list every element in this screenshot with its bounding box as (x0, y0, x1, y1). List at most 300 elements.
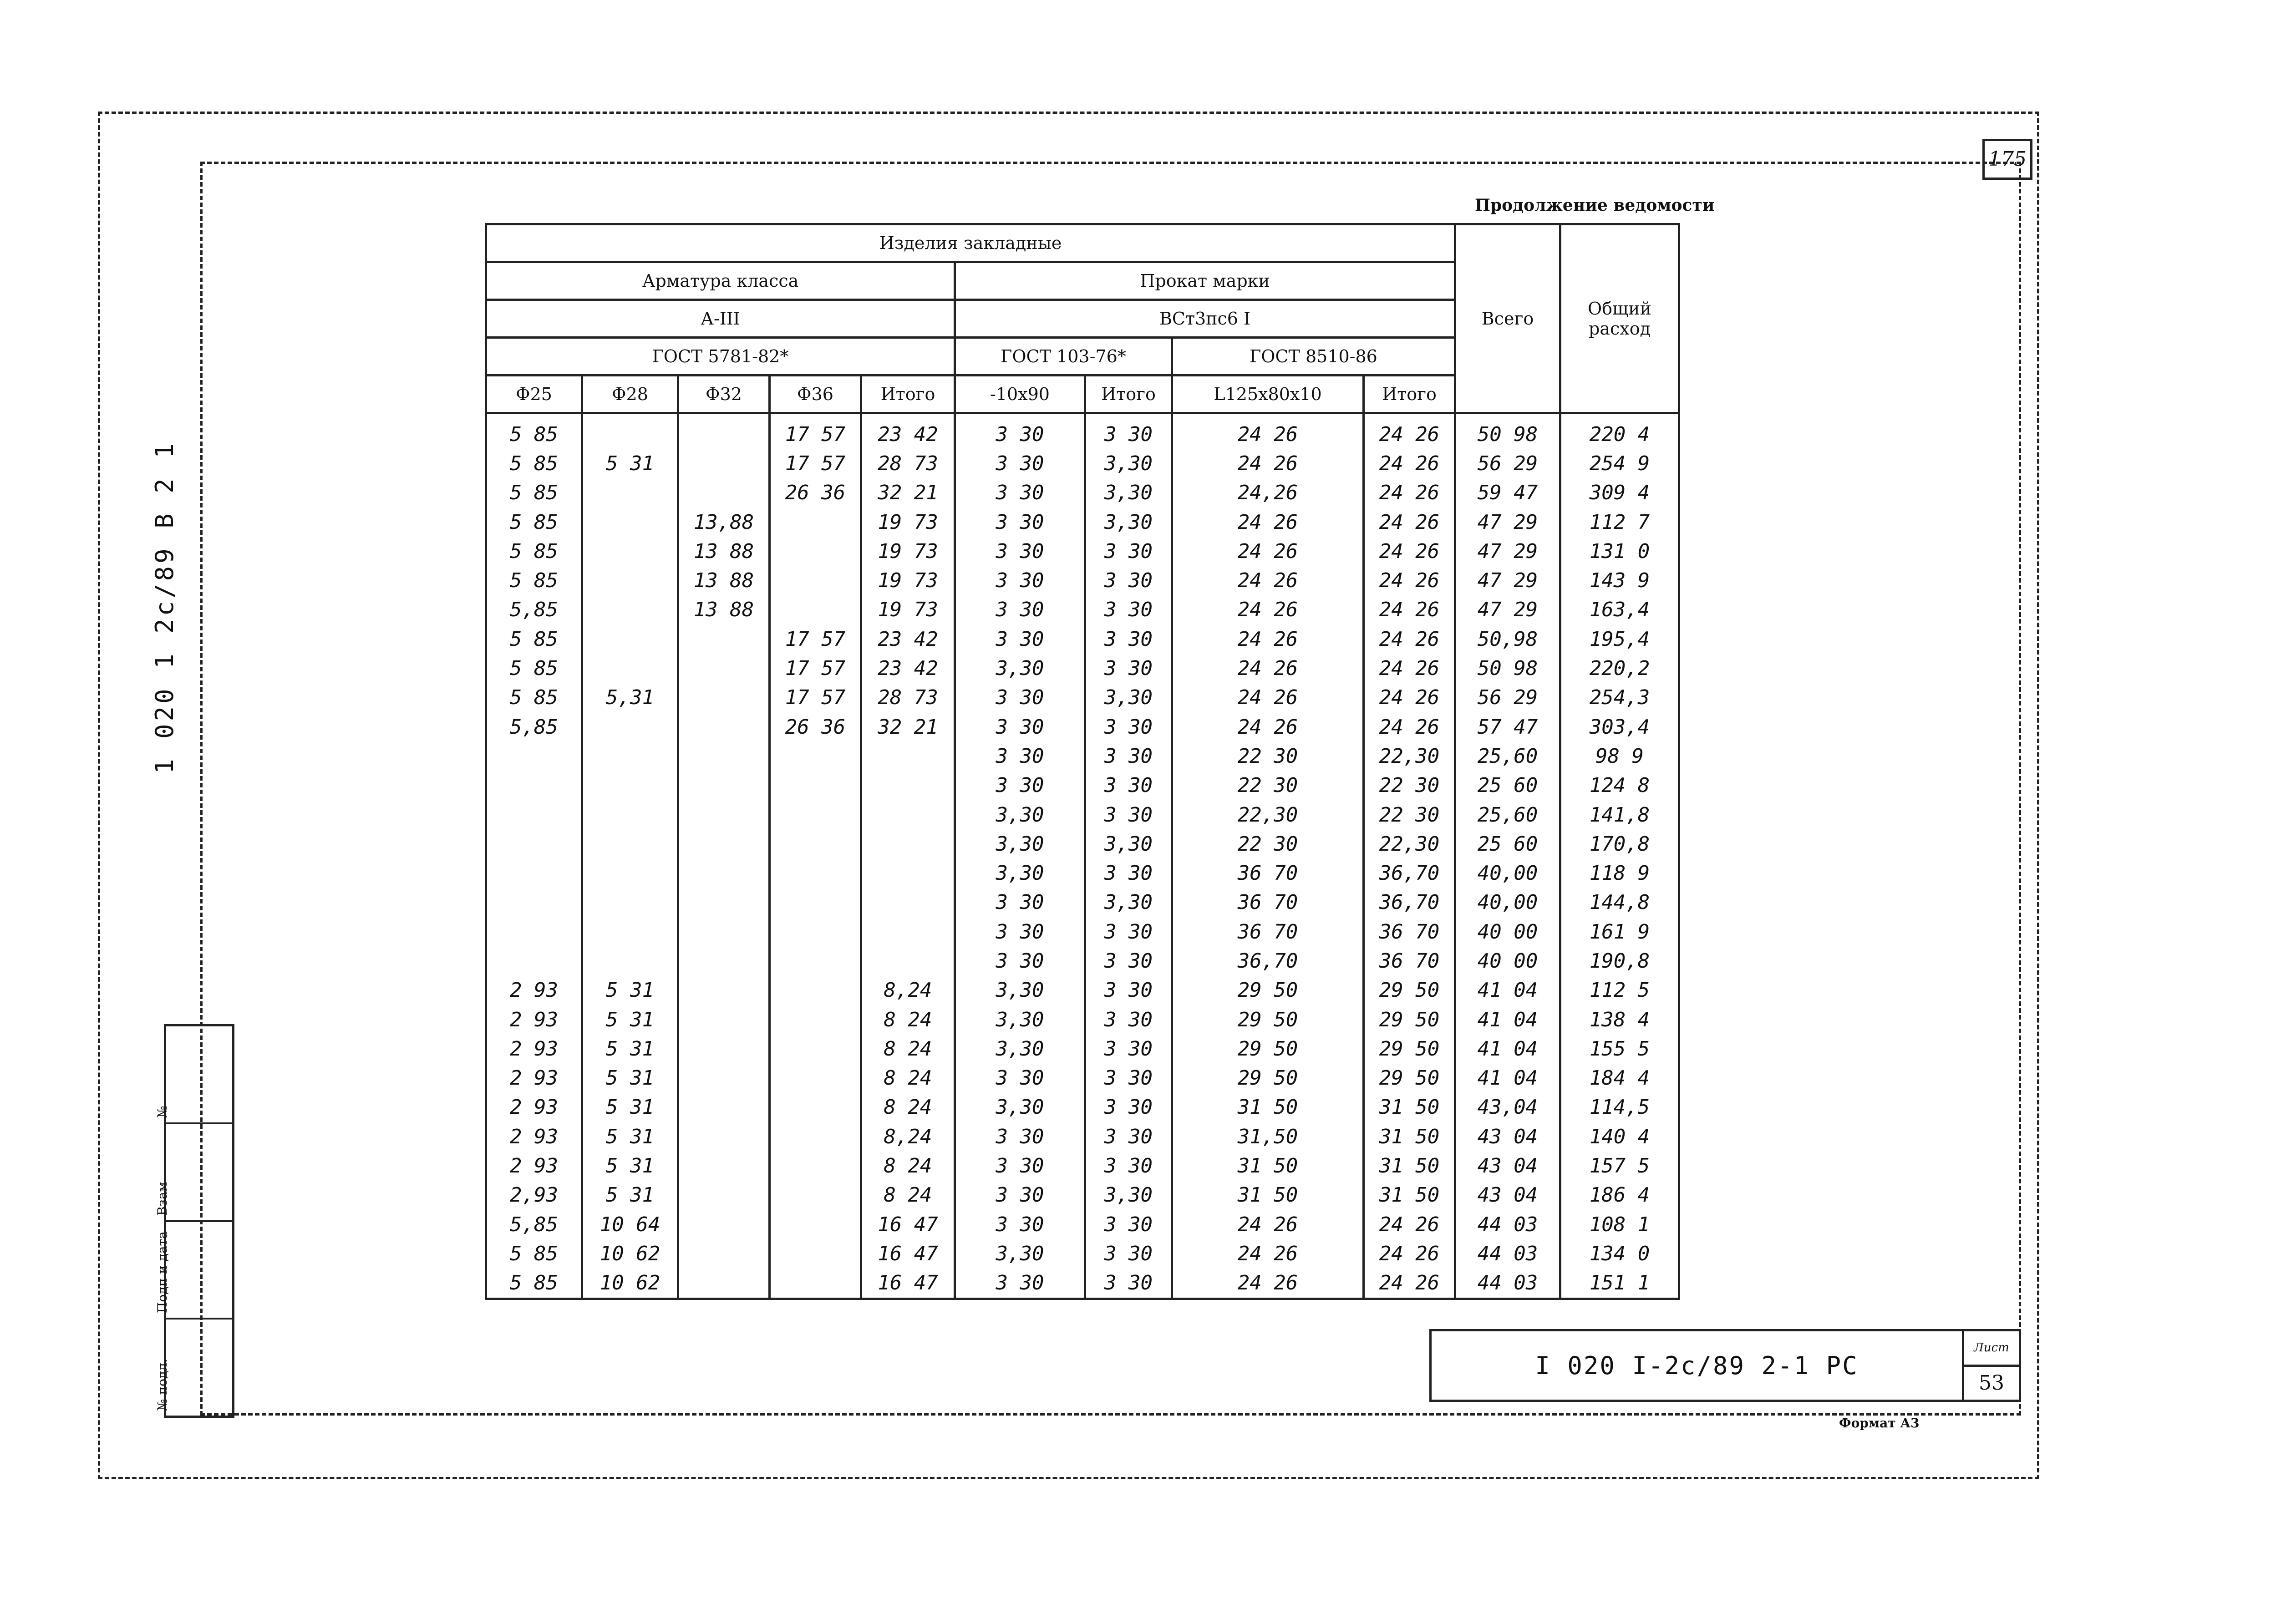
table-cell: 16 47 (861, 1239, 955, 1268)
table-cell: 3 30 (955, 1151, 1085, 1180)
table-cell: 5 31 (582, 1005, 678, 1034)
table-cell: 2 93 (486, 1151, 582, 1180)
table-cell: 24 26 (1364, 654, 1455, 683)
table-cell (678, 917, 770, 946)
table-cell (770, 1151, 861, 1180)
table-cell: 3 30 (955, 1210, 1085, 1239)
table-cell: 24 26 (1364, 1210, 1455, 1239)
table-cell (770, 566, 861, 595)
table-row (486, 829, 1679, 858)
table-cell (486, 771, 582, 800)
table-cell: 3 30 (1085, 1269, 1172, 1299)
column-header: Ф25 (486, 376, 582, 413)
table-cell: 195,4 (1560, 624, 1679, 654)
table-cell: 3 30 (1085, 976, 1172, 1005)
table-row (486, 1151, 1679, 1180)
table-cell: 13,88 (678, 508, 770, 537)
table-cell: 50,98 (1455, 624, 1560, 654)
format-label: Формат А3 (1839, 1416, 1920, 1431)
table-cell: 3,30 (1085, 478, 1172, 508)
table-cell: 3 30 (1085, 741, 1172, 771)
header-armature: Арматура класса (486, 262, 955, 300)
table-row (486, 478, 1679, 508)
table-cell: 50 98 (1455, 654, 1560, 683)
table-cell: 309 4 (1560, 478, 1679, 508)
table-cell: 24 26 (1364, 1239, 1455, 1268)
table-cell: 8 24 (861, 1093, 955, 1122)
table-cell (861, 829, 955, 858)
table-cell (678, 888, 770, 917)
table-cell (861, 946, 955, 975)
header-overall: Общий расход (1560, 224, 1679, 413)
table-cell: 59 47 (1455, 478, 1560, 508)
table-cell (770, 858, 861, 888)
table-cell (486, 741, 582, 771)
table-cell: 112 7 (1560, 508, 1679, 537)
side-document-code: 1 020 1 2с/89 В 2 1 (150, 441, 179, 774)
table-cell: 47 29 (1455, 595, 1560, 624)
table-cell: 29 50 (1172, 1064, 1364, 1093)
table-cell (486, 917, 582, 946)
table-cell: 114,5 (1560, 1093, 1679, 1122)
table-cell: 36,70 (1172, 946, 1364, 975)
column-header: Итого (1364, 376, 1455, 413)
table-cell: 24 26 (1172, 712, 1364, 741)
table-cell: 41 04 (1455, 1064, 1560, 1093)
table-cell: 8 24 (861, 1181, 955, 1210)
table-cell: 98 9 (1560, 741, 1679, 771)
table-cell (770, 1181, 861, 1210)
table-cell (861, 917, 955, 946)
table-cell: 17 57 (770, 683, 861, 712)
table-cell: 16 47 (861, 1269, 955, 1299)
table-cell: 5 31 (582, 1151, 678, 1180)
header-prokat-gost-2: ГОСТ 8510-86 (1172, 338, 1455, 376)
table-row (486, 1093, 1679, 1122)
table-cell: 2 93 (486, 1093, 582, 1122)
table-cell: 303,4 (1560, 712, 1679, 741)
table-cell (582, 624, 678, 654)
table-cell: 26 36 (770, 712, 861, 741)
table-cell: 254,3 (1560, 683, 1679, 712)
table-cell: 25,60 (1455, 800, 1560, 829)
table-cell: 22 30 (1364, 800, 1455, 829)
table-cell: 31 50 (1172, 1151, 1364, 1180)
table-cell (678, 1151, 770, 1180)
column-header: Ф36 (770, 376, 861, 413)
table-row (486, 976, 1679, 1005)
table-cell: 13 88 (678, 595, 770, 624)
stamp-cell: Взам (166, 1124, 232, 1222)
table-cell: 141,8 (1560, 800, 1679, 829)
table-cell (582, 800, 678, 829)
table-cell: 3,30 (955, 1005, 1085, 1034)
table-cell: 3 30 (955, 771, 1085, 800)
page-number: 175 (1982, 139, 2032, 180)
header-prokat-gost-1: ГОСТ 103-76* (955, 338, 1172, 376)
table-cell: 3 30 (1085, 1239, 1172, 1268)
table-cell (770, 946, 861, 975)
table-cell: 43 04 (1455, 1122, 1560, 1151)
table-cell: 5 85 (486, 624, 582, 654)
table-cell: 24 26 (1172, 449, 1364, 478)
table-cell: 24 26 (1364, 566, 1455, 595)
sheet-box (1964, 1331, 2019, 1400)
table-cell: 24 26 (1364, 449, 1455, 478)
table-cell (770, 800, 861, 829)
table-cell: 131 0 (1560, 537, 1679, 566)
table-cell: 24 26 (1172, 1210, 1364, 1239)
table-cell (678, 858, 770, 888)
table-cell: 26 36 (770, 478, 861, 508)
column-header: Итого (861, 376, 955, 413)
table-cell: 29 50 (1172, 1005, 1364, 1034)
table-cell: 41 04 (1455, 1005, 1560, 1034)
table-cell: 57 47 (1455, 712, 1560, 741)
table-cell (486, 800, 582, 829)
header-armature-gost: ГОСТ 5781-82* (486, 338, 955, 376)
table-cell (770, 917, 861, 946)
table-cell: 161 9 (1560, 917, 1679, 946)
table-cell (678, 1064, 770, 1093)
table-cell: 5 85 (486, 449, 582, 478)
table-cell: 36 70 (1172, 858, 1364, 888)
drawing-code: I 020 I-2с/89 2-1 РС (1432, 1331, 1964, 1400)
table-row (486, 1005, 1679, 1034)
table-cell: 56 29 (1455, 683, 1560, 712)
table-cell: 36 70 (1172, 917, 1364, 946)
table-cell: 24 26 (1364, 683, 1455, 712)
table-row (486, 888, 1679, 917)
table-row (486, 508, 1679, 537)
table-cell (582, 654, 678, 683)
table-cell: 3 30 (955, 413, 1085, 449)
table-cell: 43 04 (1455, 1181, 1560, 1210)
table-cell: 3 30 (955, 946, 1085, 975)
table-cell: 47 29 (1455, 537, 1560, 566)
column-header: L125х80х10 (1172, 376, 1364, 413)
table-cell: 5 31 (582, 976, 678, 1005)
table-cell: 47 29 (1455, 508, 1560, 537)
table-cell: 3 30 (955, 624, 1085, 654)
table-cell: 118 9 (1560, 858, 1679, 888)
table-cell: 22 30 (1364, 771, 1455, 800)
table-cell: 32 21 (861, 712, 955, 741)
table-cell (770, 741, 861, 771)
table-cell: 3,30 (1085, 888, 1172, 917)
table-cell: 24 26 (1364, 712, 1455, 741)
table-cell (582, 478, 678, 508)
table-cell: 3 30 (1085, 624, 1172, 654)
table-cell: 3 30 (1085, 595, 1172, 624)
table-cell: 3 30 (955, 683, 1085, 712)
table-cell: 24 26 (1172, 508, 1364, 537)
table-cell: 5 31 (582, 1064, 678, 1093)
table-cell: 3 30 (1085, 946, 1172, 975)
table-cell: 155 5 (1560, 1034, 1679, 1063)
table-cell: 32 21 (861, 478, 955, 508)
table-cell: 3,30 (955, 829, 1085, 858)
table-row (486, 771, 1679, 800)
table-cell: 3 30 (955, 478, 1085, 508)
table-row (486, 741, 1679, 771)
table-cell: 5,31 (582, 683, 678, 712)
header-armature-class: А-III (486, 300, 955, 338)
table-cell: 24 26 (1364, 1269, 1455, 1299)
column-header: Итого (1085, 376, 1172, 413)
table-cell: 44 03 (1455, 1269, 1560, 1299)
table-cell: 3,30 (955, 1239, 1085, 1268)
table-cell (582, 917, 678, 946)
table-cell: 2 93 (486, 1005, 582, 1034)
table-cell: 3 30 (955, 566, 1085, 595)
approval-stamp (155, 1024, 234, 1418)
table-cell: 3 30 (1085, 1064, 1172, 1093)
table-cell: 157 5 (1560, 1151, 1679, 1180)
table-cell: 5 85 (486, 683, 582, 712)
table-cell: 8,24 (861, 1122, 955, 1151)
table-cell (582, 508, 678, 537)
table-cell: 24 26 (1172, 537, 1364, 566)
table-cell: 3 30 (955, 1181, 1085, 1210)
table-row (486, 1269, 1679, 1299)
table-cell (486, 888, 582, 917)
table-cell: 44 03 (1455, 1210, 1560, 1239)
table-cell: 143 9 (1560, 566, 1679, 595)
table-row (486, 1064, 1679, 1093)
table-cell (770, 771, 861, 800)
table-cell: 23 42 (861, 654, 955, 683)
table-cell: 3,30 (955, 654, 1085, 683)
table-cell: 112 5 (1560, 976, 1679, 1005)
table-cell: 31 50 (1364, 1151, 1455, 1180)
table-cell: 44 03 (1455, 1239, 1560, 1268)
table-cell: 3,30 (955, 1034, 1085, 1063)
table-cell (678, 1093, 770, 1122)
table-cell: 31 50 (1364, 1181, 1455, 1210)
table-cell: 5 85 (486, 1269, 582, 1299)
header-prokat: Прокат марки (955, 262, 1455, 300)
table-cell: 28 73 (861, 449, 955, 478)
table-cell (770, 1093, 861, 1122)
table-cell (678, 1239, 770, 1268)
table-row (486, 537, 1679, 566)
table-cell: 22,30 (1172, 800, 1364, 829)
table-cell: 22 30 (1172, 771, 1364, 800)
table-cell: 5,85 (486, 595, 582, 624)
table-cell (582, 771, 678, 800)
table-cell: 2 93 (486, 1122, 582, 1151)
table-cell: 5 31 (582, 1122, 678, 1151)
table-cell: 24 26 (1172, 566, 1364, 595)
table-cell: 170,8 (1560, 829, 1679, 858)
column-header: Ф32 (678, 376, 770, 413)
table-cell: 40 00 (1455, 946, 1560, 975)
table-cell: 3 30 (1085, 917, 1172, 946)
table-cell (770, 537, 861, 566)
table-cell: 24 26 (1364, 624, 1455, 654)
table-cell: 24 26 (1172, 1269, 1364, 1299)
table-cell: 3 30 (955, 1064, 1085, 1093)
table-cell: 151 1 (1560, 1269, 1679, 1299)
table-cell: 40 00 (1455, 917, 1560, 946)
table-cell: 186 4 (1560, 1181, 1679, 1210)
table-cell: 108 1 (1560, 1210, 1679, 1239)
table-cell: 163,4 (1560, 595, 1679, 624)
table-cell: 190,8 (1560, 946, 1679, 975)
table-cell: 3 30 (1085, 1005, 1172, 1034)
table-cell: 24 26 (1364, 478, 1455, 508)
table-cell: 5 85 (486, 654, 582, 683)
table-cell (678, 449, 770, 478)
table-cell: 19 73 (861, 566, 955, 595)
table-row (486, 712, 1679, 741)
table-row (486, 654, 1679, 683)
table-cell: 3 30 (1085, 712, 1172, 741)
table-cell (486, 829, 582, 858)
table-cell (678, 1122, 770, 1151)
table-cell (678, 1181, 770, 1210)
table-cell (861, 888, 955, 917)
table-cell: 31 50 (1364, 1122, 1455, 1151)
table-cell: 43 04 (1455, 1151, 1560, 1180)
table-cell (582, 595, 678, 624)
sheet-number: 53 (1979, 1371, 2004, 1395)
table-cell: 8 24 (861, 1151, 955, 1180)
table-cell: 29 50 (1364, 976, 1455, 1005)
table-row (486, 1122, 1679, 1151)
table-cell: 3 30 (1085, 1093, 1172, 1122)
table-cell: 5 85 (486, 413, 582, 449)
table-cell: 16 47 (861, 1210, 955, 1239)
table-cell: 3 30 (1085, 654, 1172, 683)
table-cell: 5 31 (582, 1181, 678, 1210)
table-cell (861, 800, 955, 829)
table-cell: 3,30 (1085, 1181, 1172, 1210)
table-cell: 23 42 (861, 413, 955, 449)
table-row (486, 1034, 1679, 1063)
table-cell: 10 62 (582, 1239, 678, 1268)
table-caption: Продолжение ведомости (1475, 196, 1715, 215)
table-cell (861, 741, 955, 771)
table-cell: 25,60 (1455, 741, 1560, 771)
table-cell: 5,85 (486, 712, 582, 741)
table-cell: 8 24 (861, 1064, 955, 1093)
table-row (486, 917, 1679, 946)
table-cell (770, 1034, 861, 1063)
table-cell (770, 1064, 861, 1093)
table-cell: 24 26 (1364, 595, 1455, 624)
table-row (486, 800, 1679, 829)
table-cell (678, 624, 770, 654)
table-cell: 24 26 (1364, 413, 1455, 449)
table-cell: 2 93 (486, 1064, 582, 1093)
table-cell (770, 976, 861, 1005)
table-cell: 25 60 (1455, 829, 1560, 858)
table-cell: 31 50 (1172, 1093, 1364, 1122)
table-cell: 36 70 (1364, 946, 1455, 975)
table-cell: 29 50 (1172, 1034, 1364, 1063)
table-cell: 31 50 (1364, 1093, 1455, 1122)
table-cell: 36,70 (1364, 888, 1455, 917)
table-cell: 3,30 (955, 858, 1085, 888)
table-cell: 3 30 (1085, 771, 1172, 800)
table-cell: 3,30 (955, 800, 1085, 829)
table-cell: 29 50 (1364, 1034, 1455, 1063)
table-cell: 2 93 (486, 976, 582, 1005)
table-cell: 124 8 (1560, 771, 1679, 800)
table-cell (678, 413, 770, 449)
table-cell: 138 4 (1560, 1005, 1679, 1034)
table-cell (861, 858, 955, 888)
table-cell: 2 93 (486, 1034, 582, 1063)
table-cell: 24 26 (1172, 683, 1364, 712)
table-cell: 254 9 (1560, 449, 1679, 478)
table-cell (678, 1269, 770, 1299)
table-cell: 40,00 (1455, 888, 1560, 917)
table-cell (582, 858, 678, 888)
table-cell: 23 42 (861, 624, 955, 654)
material-statement-table (485, 223, 1680, 1300)
table-cell (770, 595, 861, 624)
stamp-cell: Подп и дата (166, 1222, 232, 1320)
table-cell: 17 57 (770, 449, 861, 478)
table-cell: 29 50 (1364, 1064, 1455, 1093)
table-row (486, 1181, 1679, 1210)
table-cell (582, 413, 678, 449)
table-cell (770, 1269, 861, 1299)
table-row (486, 595, 1679, 624)
table-cell: 36,70 (1364, 858, 1455, 888)
table-cell (678, 829, 770, 858)
table-cell (770, 888, 861, 917)
table-cell: 8 24 (861, 1034, 955, 1063)
table-cell (678, 800, 770, 829)
table-cell: 5 85 (486, 1239, 582, 1268)
table-cell: 5 31 (582, 449, 678, 478)
table-cell: 5 85 (486, 508, 582, 537)
table-cell: 3 30 (1085, 537, 1172, 566)
table-cell: 24 26 (1364, 537, 1455, 566)
table-cell: 3 30 (1085, 800, 1172, 829)
table-cell: 24 26 (1364, 508, 1455, 537)
table-row (486, 946, 1679, 975)
table-cell: 8 24 (861, 1005, 955, 1034)
table-cell (770, 1210, 861, 1239)
table-cell (582, 946, 678, 975)
table-cell (582, 566, 678, 595)
table-cell: 13 88 (678, 566, 770, 595)
table-cell: 24 26 (1172, 624, 1364, 654)
table-cell: 22,30 (1364, 829, 1455, 858)
table-cell: 3 30 (955, 888, 1085, 917)
table-cell (582, 537, 678, 566)
table-cell: 5 85 (486, 478, 582, 508)
table-cell: 3 30 (1085, 1151, 1172, 1180)
table-cell: 3 30 (955, 1122, 1085, 1151)
table-cell (582, 741, 678, 771)
table-cell: 22 30 (1172, 829, 1364, 858)
table-cell: 24 26 (1172, 413, 1364, 449)
table-row (486, 858, 1679, 888)
table-cell: 22 30 (1172, 741, 1364, 771)
table-cell: 29 50 (1172, 976, 1364, 1005)
table-cell (861, 771, 955, 800)
table-cell: 24 26 (1172, 1239, 1364, 1268)
stamp-cell: № (166, 1026, 232, 1124)
table-cell: 3 30 (1085, 566, 1172, 595)
table-cell: 56 29 (1455, 449, 1560, 478)
